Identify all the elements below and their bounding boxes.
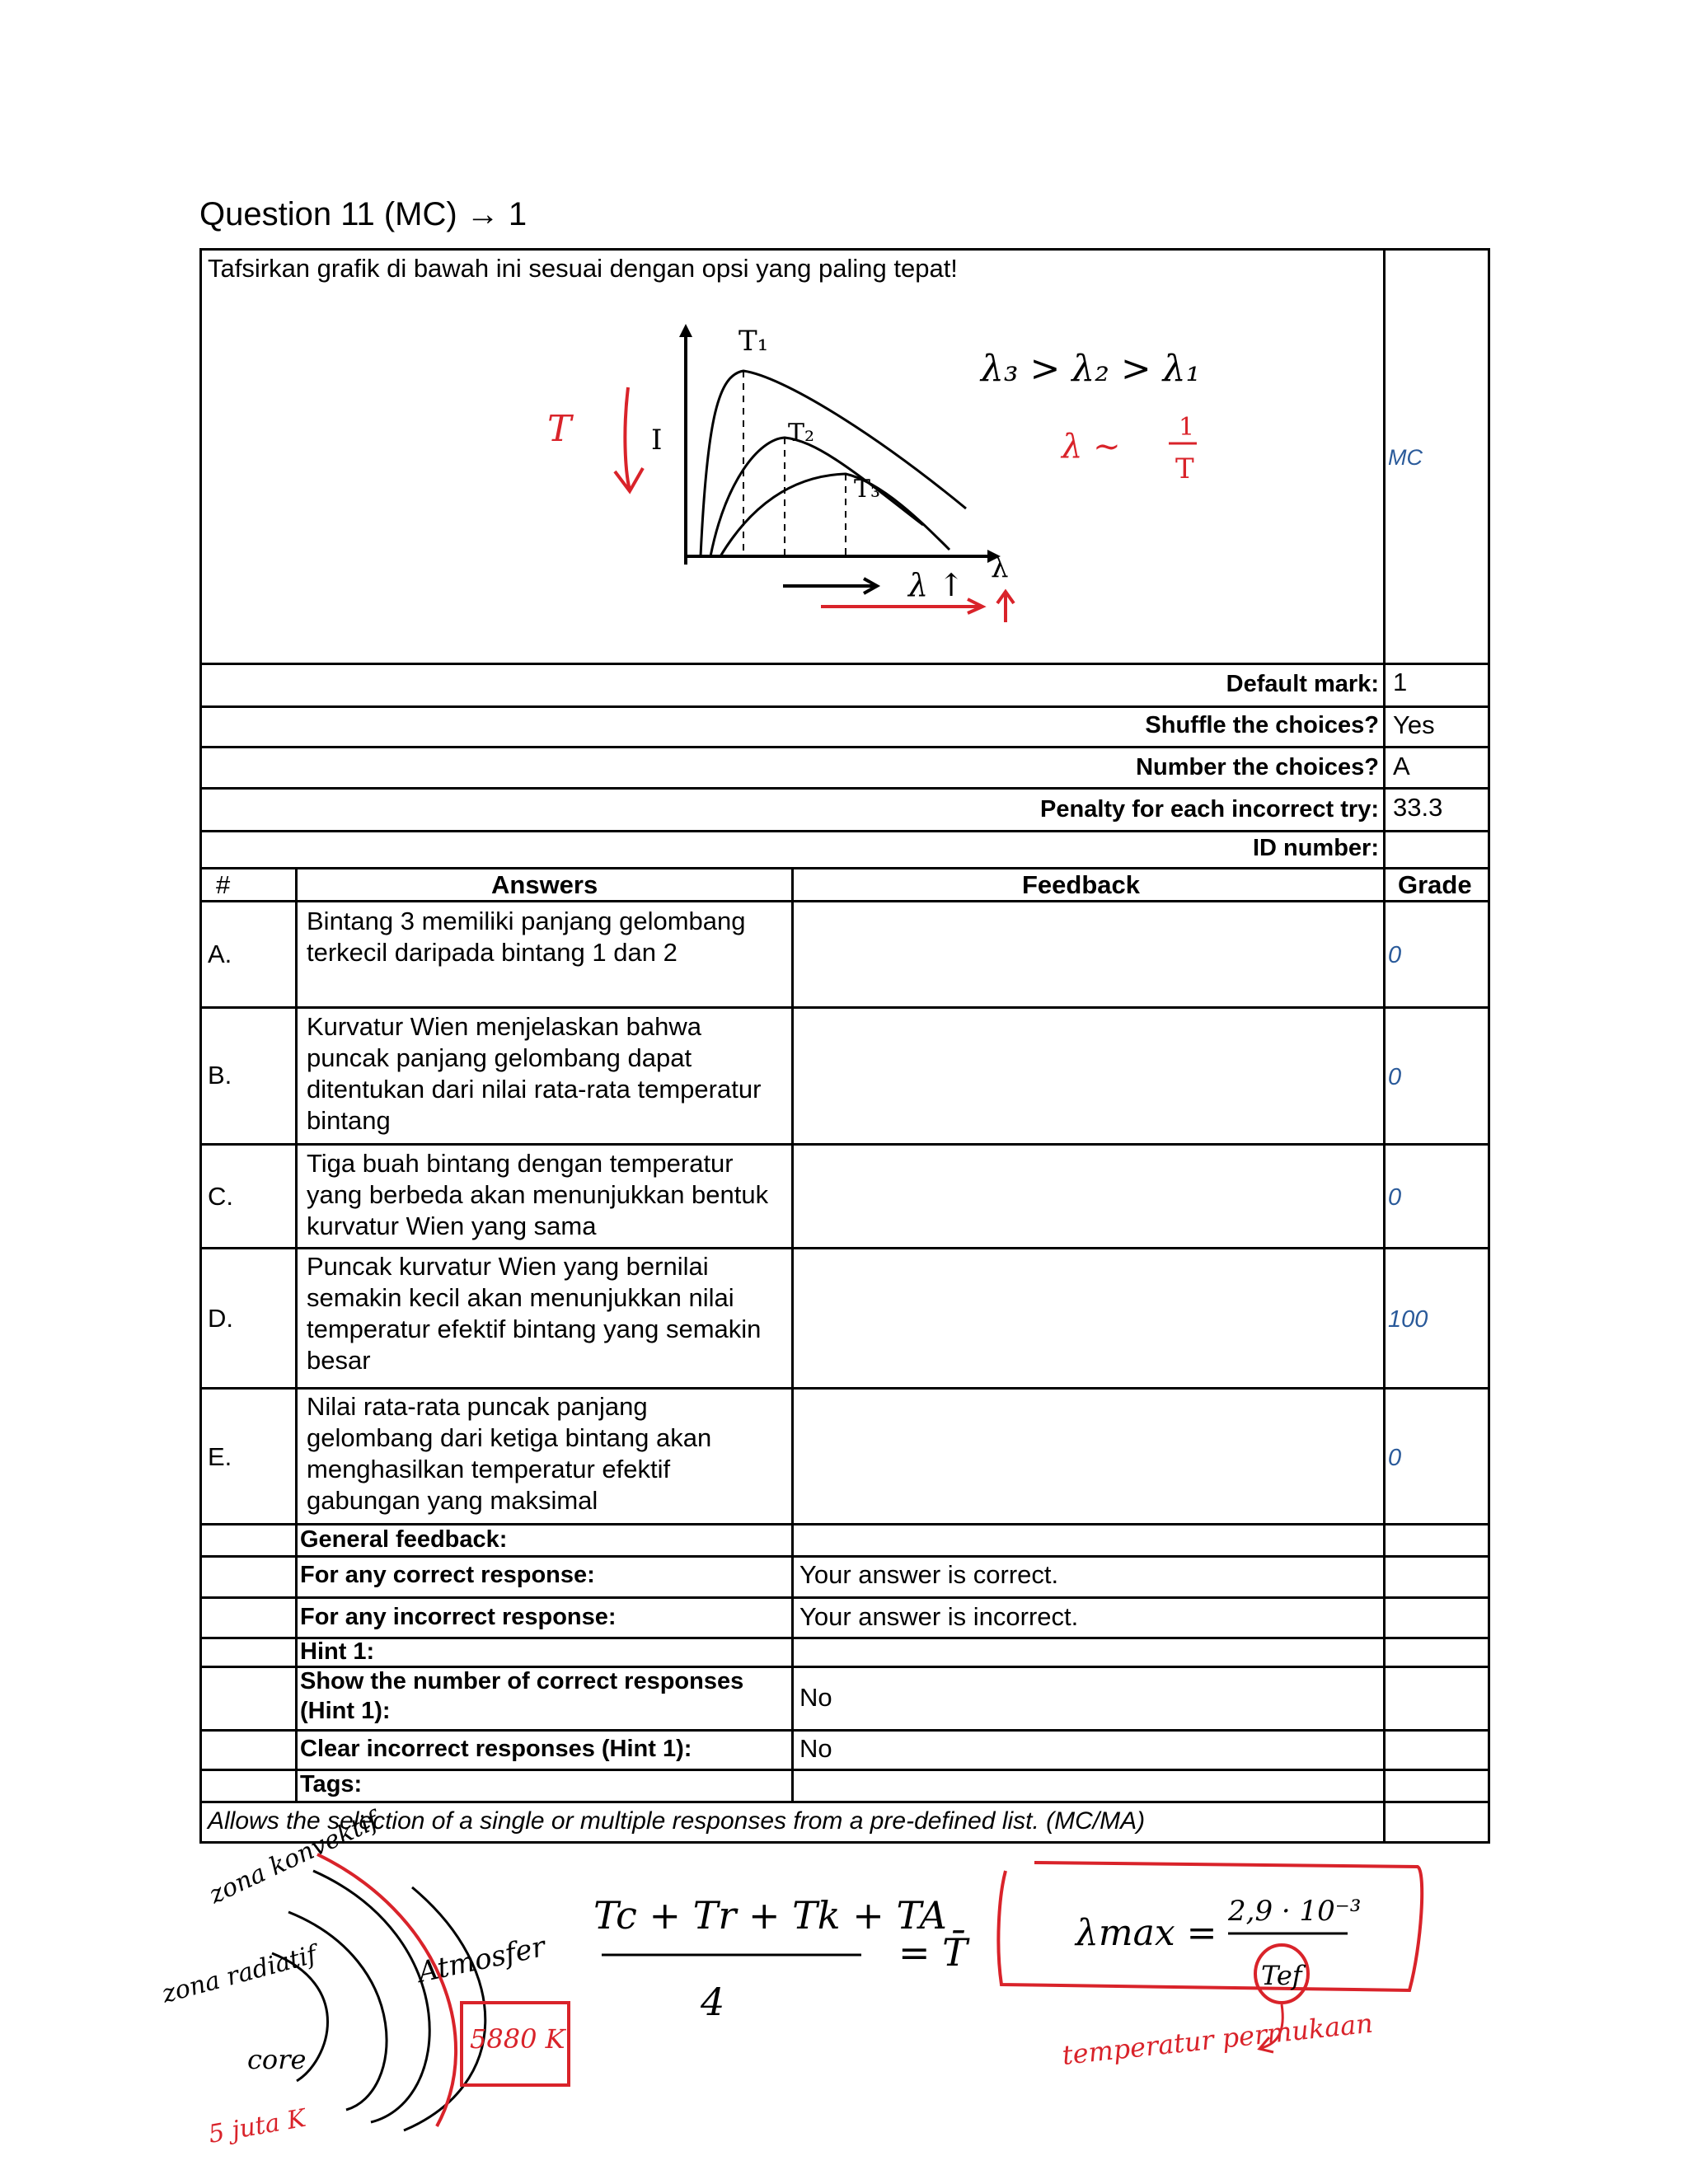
number-choices-value: A bbox=[1393, 752, 1410, 780]
number-choices-label: Number the choices? bbox=[1136, 754, 1379, 780]
annot-temp-arrow bbox=[615, 387, 643, 491]
show-num-value: No bbox=[799, 1683, 832, 1712]
header-feedback: Feedback bbox=[1022, 870, 1141, 899]
label-t2: T₂ bbox=[788, 419, 815, 448]
layer-arc-red bbox=[317, 1854, 456, 2126]
note-zona-radiatif: zona radiatif bbox=[159, 1940, 320, 2009]
shuffle-label: Shuffle the choices? bbox=[1145, 712, 1379, 738]
note-wien-denom: Tef bbox=[1261, 1960, 1302, 1991]
note-zona-konvektif: zona konvektif bbox=[204, 1806, 383, 1910]
penalty-value: 33.3 bbox=[1393, 793, 1443, 822]
note-core: core bbox=[247, 2044, 307, 2075]
row-line-header bbox=[199, 900, 1490, 902]
col-line-3 bbox=[1383, 867, 1386, 1844]
note-avg-numer: Tc + Tr + Tk + TA bbox=[593, 1893, 947, 1938]
annot-lambda-up: λ ↑ bbox=[908, 567, 965, 603]
answer-c-text: Tiga buah bintang dengan temperatur yang berbeda akan menunjukkan bentuk kurvatur Wien yang sama bbox=[307, 1149, 769, 1240]
default-mark-value: 1 bbox=[1393, 668, 1408, 696]
answer-e-grade: 0 bbox=[1388, 1445, 1402, 1471]
answer-a-grade: 0 bbox=[1388, 942, 1402, 968]
hint-label: Hint 1: bbox=[300, 1638, 375, 1665]
answer-e-text: Nilai rata-rata puncak panjang gelombang dari ketiga bintang akan menghasilkan temperatur efektif gabungan yang maksimal bbox=[307, 1392, 712, 1515]
answer-b-text: Kurvatur Wien menjelaskan bahwa puncak panjang gelombang dapat ditentukan dari nilai rata-rata temperatur bintang bbox=[307, 1012, 762, 1135]
answer-d-letter: D. bbox=[208, 1304, 233, 1333]
note-atmosfer: Atmosfer bbox=[415, 1930, 549, 1990]
row-line-a bbox=[199, 1006, 1490, 1009]
incorrect-response-value: Your answer is incorrect. bbox=[799, 1602, 1079, 1631]
note-atmos-temp: 5880 K bbox=[470, 2023, 565, 2055]
annot-black-arrow bbox=[783, 579, 877, 593]
note-wien-numer: 2,9 · 10⁻³ bbox=[1228, 1895, 1362, 1928]
annot-lambda-one: 1 bbox=[1179, 413, 1195, 442]
answer-d-text: Puncak kurvatur Wien yang bernilai semakin kecil akan menunjukkan nilai temperatur efektif bintang yang semakin besar bbox=[307, 1252, 762, 1375]
row-line-c bbox=[199, 1247, 1490, 1249]
row-line-general bbox=[199, 1555, 1490, 1558]
annot-lambda-prop: λ ∼ bbox=[1062, 428, 1121, 466]
header-num: # bbox=[216, 870, 231, 899]
clear-label: Clear incorrect responses (Hint 1): bbox=[300, 1736, 692, 1762]
clear-value: No bbox=[799, 1734, 832, 1763]
correct-response-label: For any correct response: bbox=[300, 1562, 595, 1588]
answer-d-grade: 100 bbox=[1388, 1306, 1428, 1333]
answer-a-text: Bintang 3 memiliki panjang gelombang terkecil daripada bintang 1 dan 2 bbox=[307, 907, 746, 967]
row-line-tags bbox=[199, 1801, 1490, 1803]
layer-arc-2 bbox=[288, 1912, 387, 2110]
row-line-d bbox=[199, 1387, 1490, 1390]
idnumber-label: ID number: bbox=[1252, 835, 1379, 861]
footer-note: Allows the selection of a single or multiple responses from a pre-defined list. (MC/MA) bbox=[208, 1807, 1146, 1835]
graph-y-label: I bbox=[651, 424, 663, 457]
general-feedback-label: General feedback: bbox=[300, 1526, 508, 1553]
penalty-label: Penalty for each incorrect try: bbox=[1040, 796, 1379, 823]
annot-red-up-arrow bbox=[997, 592, 1014, 622]
row-line-b bbox=[199, 1143, 1490, 1146]
row-line-shownum bbox=[199, 1729, 1490, 1732]
layer-arc-4 bbox=[404, 1887, 485, 2130]
label-t1: T₁ bbox=[738, 325, 769, 358]
row-line-clear bbox=[199, 1769, 1490, 1771]
answer-e-letter: E. bbox=[208, 1442, 232, 1471]
annot-lambda-order: λ₃ > λ₂ > λ₁ bbox=[981, 348, 1201, 390]
show-num-label: Show the number of correct responses (Hint 1): bbox=[300, 1668, 744, 1724]
default-mark-label: Default mark: bbox=[1226, 671, 1379, 697]
answer-c-letter: C. bbox=[208, 1182, 233, 1211]
settings-divider bbox=[1383, 663, 1386, 869]
note-avg-eq: = T̄ bbox=[898, 1930, 968, 1975]
layer-arc-3 bbox=[313, 1871, 429, 2122]
answer-b-grade: 0 bbox=[1388, 1064, 1402, 1090]
row-line-incorrect bbox=[199, 1637, 1490, 1639]
graph-annotations bbox=[528, 330, 1269, 643]
note-avg-denom: 4 bbox=[701, 1980, 725, 2024]
shuffle-value: Yes bbox=[1393, 710, 1435, 739]
answer-a-letter: A. bbox=[208, 940, 232, 968]
annot-lambda-T: T bbox=[1175, 452, 1194, 485]
correct-response-value: Your answer is correct. bbox=[799, 1560, 1059, 1589]
answer-b-letter: B. bbox=[208, 1061, 232, 1090]
note-core-temp: 5 juta K bbox=[206, 2103, 308, 2149]
header-answers: Answers bbox=[491, 870, 598, 899]
annot-temp-t: T bbox=[547, 408, 572, 450]
question-title: Question 11 (MC) → 1 bbox=[199, 196, 528, 232]
tags-label: Tags: bbox=[300, 1771, 363, 1797]
question-prompt: Tafsirkan grafik di bawah ini sesuai dengan opsi yang paling tepat! bbox=[208, 254, 958, 283]
answer-c-grade: 0 bbox=[1388, 1184, 1402, 1211]
incorrect-response-label: For any incorrect response: bbox=[300, 1604, 617, 1630]
note-surface-temp: temperatur permukaan bbox=[1060, 2007, 1375, 2071]
label-t3: T₃ bbox=[854, 475, 881, 504]
row-line-correct bbox=[199, 1596, 1490, 1599]
question-type-label: MC bbox=[1388, 445, 1423, 470]
note-lambda-max: λmax = bbox=[1076, 1912, 1217, 1954]
graph-x-label: λ bbox=[991, 551, 1009, 584]
header-grade: Grade bbox=[1398, 870, 1472, 899]
